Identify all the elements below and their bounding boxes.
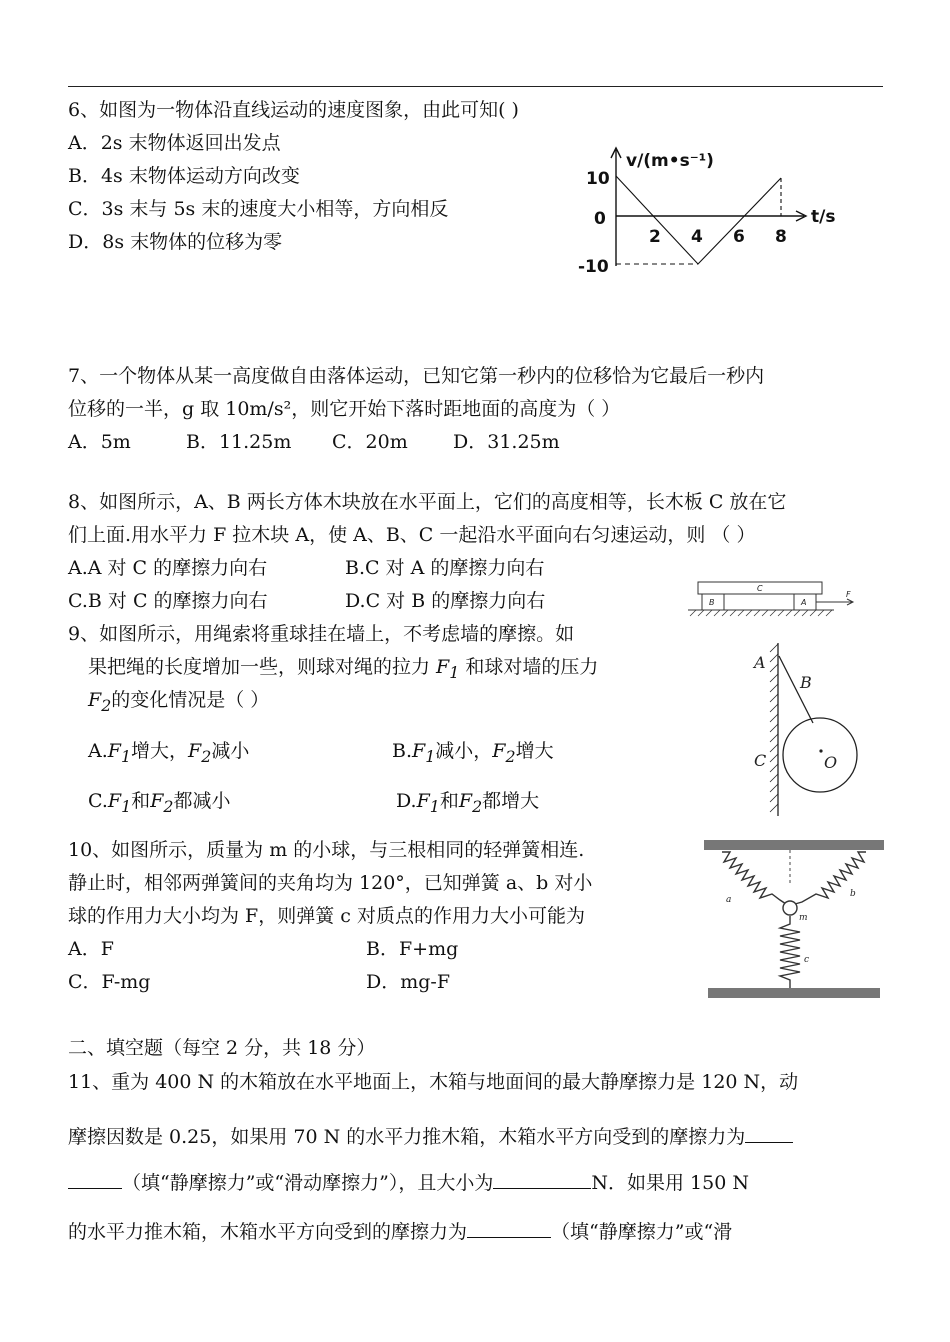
q6-option-a: A．2s 末物体返回出发点 [68,132,281,154]
label-a: a [726,895,732,905]
q8-line2: 们上面.用水平力 F 拉木块 A，使 A、B、C 一起沿水平面向右匀速运动，则 （ ） [68,524,756,546]
section2-title: 二、填空题（每空 2 分，共 18 分） [68,1037,376,1059]
blocks-figure [686,575,864,627]
y-tick-0: 0 [594,209,606,229]
q6-option-b: B．4s 末物体运动方向改变 [68,165,300,187]
q10-option-d: D．mg-F [366,971,451,993]
label-c: C [757,584,763,593]
ball-m [783,901,797,915]
answer-blank-1b[interactable] [68,1168,122,1189]
label-b: B [709,598,715,607]
ball-center-dot [819,749,822,752]
velocity-line [616,176,781,264]
label-f: F [846,590,851,599]
label-b: b [850,889,856,899]
label-m: m [799,913,808,923]
symbol-f1: $F_1$ [436,656,460,682]
answer-blank-1a[interactable] [745,1122,793,1143]
q11-line4: 的水平力推木箱，木箱水平方向受到的摩擦力为 （填“静摩擦力”或“滑 [68,1217,732,1244]
q7-line1: 7、一个物体从某一高度做自由落体运动，已知它第一秒内的位移恰为它最后一秒内 [68,365,765,387]
x-tick-2: 2 [649,227,661,247]
answer-blank-3[interactable] [467,1217,551,1238]
q6-stem: 6、如图为一物体沿直线运动的速度图象，由此可知( ) [68,99,519,121]
q9-line1: 9、如图所示，用绳索将重球挂在墙上，不考虑墙的摩擦。如 [68,623,575,645]
q10-line2: 静止时，相邻两弹簧间的夹角均为 120°，已知弹簧 a、b 对小 [68,872,593,894]
header-rule [68,86,883,87]
v-axis-label: v/(m•s⁻¹) [626,151,714,171]
symbol-f2: $F_2$ [88,689,112,715]
q10-line1: 10、如图所示，质量为 m 的小球，与三根相同的轻弹簧相连. [68,839,585,861]
q11-line3: （填“静摩擦力”或“滑动摩擦力”），且大小为 N．如果用 150 N [68,1168,749,1195]
q7-option-a: A．5m [68,431,131,453]
label-o: O [824,753,838,772]
q10-line3: 球的作用力大小均为 F，则弹簧 c 对质点的作用力大小可能为 [68,905,585,927]
ceiling [704,840,884,850]
q10-option-a: A．F [68,938,114,960]
label-c: C [754,751,767,770]
spring-c [780,916,800,988]
ball [783,718,857,792]
q6-option-d: D．8s 末物体的位移为零 [68,231,283,253]
q6-option-c: C．3s 末与 5s 末的速度大小相等，方向相反 [68,198,449,220]
label-b: B [800,673,812,692]
q8-option-b: B.C 对 A 的摩擦力向右 [345,557,545,579]
q9-option-b: $B.F_1$减小，$F_2$增大 [392,740,554,766]
ball-on-wall-figure [748,638,868,823]
y-tick-minus-10: -10 [578,257,609,277]
velocity-time-graph [576,138,846,278]
q9-option-c: $C.F_1$和$F_2$都减小 [88,790,231,816]
q9-option-a: $A.F_1$增大，$F_2$减小 [88,740,250,766]
springs-figure [700,836,888,1004]
q7-option-d: D．31.25m [453,431,560,453]
q9-line3: $F_2$的变化情况是（ ） [88,689,270,715]
q8-line1: 8、如图所示，A、B 两长方体木块放在水平面上，它们的高度相等，长木板 C 放在它 [68,491,787,513]
q10-option-b: B．F+mg [366,938,459,960]
y-tick-10: 10 [586,169,610,189]
label-a: A [801,598,807,607]
spring-a [722,852,786,904]
x-tick-8: 8 [775,227,787,247]
q8-option-a: A.A 对 C 的摩擦力向右 [68,557,268,579]
q10-option-c: C．F-mg [68,971,151,993]
q7-option-b: B．11.25m [186,431,292,453]
x-tick-6: 6 [733,227,745,247]
q9-line2: 果把绳的长度增加一些，则球对绳的拉力 $F_1$ 和球对墙的压力 [88,656,599,682]
answer-blank-2[interactable] [493,1168,591,1189]
x-tick-4: 4 [691,227,703,247]
q11-line1: 11、重为 400 N 的木箱放在水平地面上，木箱与地面间的最大静摩擦力是 120 N，动 [68,1071,799,1093]
q11-line2: 摩擦因数是 0.25，如果用 70 N 的水平力推木箱，木箱水平方向受到的摩擦力为 [68,1122,793,1149]
q8-option-d: D.C 对 B 的摩擦力向右 [345,590,546,612]
q8-option-c: C.B 对 C 的摩擦力向右 [68,590,268,612]
q9-option-d: $D.F_1$和$F_2$都增大 [396,790,540,816]
q7-option-c: C．20m [332,431,408,453]
t-axis-label: t/s [811,207,836,227]
floor [708,988,880,998]
label-c: c [804,955,810,965]
label-a: A [754,653,766,672]
q7-line2: 位移的一半，g 取 10m/s²，则它开始下落时距地面的高度为（ ） [68,398,621,420]
